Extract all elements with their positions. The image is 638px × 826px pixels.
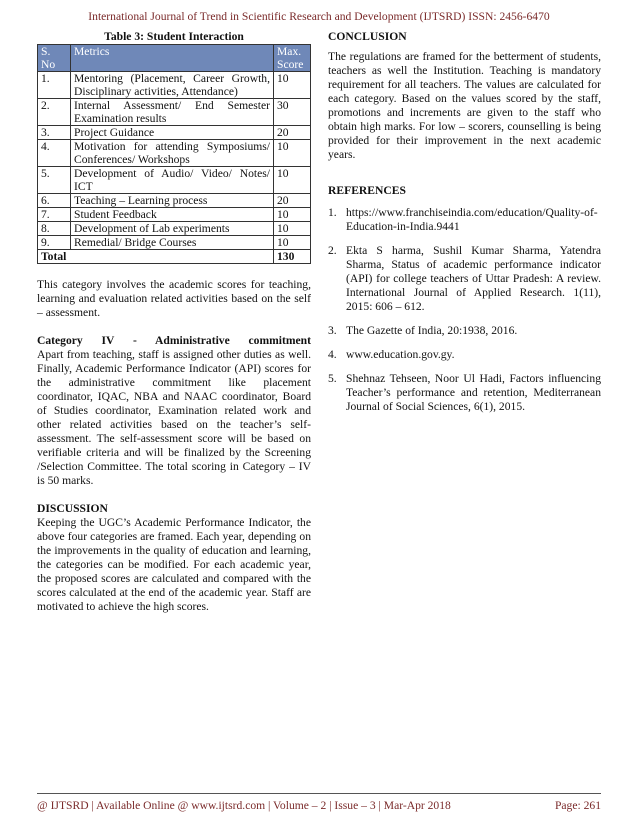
heading-references: REFERENCES bbox=[328, 184, 406, 197]
table-row bbox=[38, 140, 311, 167]
reference-item bbox=[328, 324, 601, 338]
table-row bbox=[38, 126, 311, 140]
page-footer bbox=[37, 799, 601, 812]
row-sno: 3. bbox=[38, 126, 71, 140]
row-sno: 7. bbox=[38, 208, 71, 222]
reference-number: 1. bbox=[328, 206, 337, 219]
left-column bbox=[37, 30, 311, 614]
row-metric: Development of Audio/ Video/ Notes/ ICT bbox=[71, 167, 274, 194]
row-metric: Teaching – Learning process bbox=[71, 194, 274, 208]
row-score: 10 bbox=[274, 72, 311, 99]
reference-number: 4. bbox=[328, 348, 337, 361]
heading-discussion: DISCUSSION bbox=[37, 502, 108, 515]
heading-conclusion: CONCLUSION bbox=[328, 30, 407, 43]
row-sno: 9. bbox=[38, 236, 71, 250]
paragraph-category-iv: Apart from teaching, staff is assigned other duties as well. Finally, Academic Performance Indicator (API) scores for the administrative commitment like placement coordinator, IQAC, NBA and NAAC coordinator, Board of Studies coordinator, Examination related work and other related activities based on the teacher’s self-assessment. The self-assessment score will be based on verifiable criteria and will be finalized by the Screening /Selection Committee. The total scoring in Category – IV is 50 marks. bbox=[37, 348, 311, 487]
row-score: 10 bbox=[274, 140, 311, 167]
spacer bbox=[328, 198, 601, 206]
reference-text: The Gazette of India, 20:1938, 2016. bbox=[346, 324, 518, 337]
page-number: Page: 261 bbox=[554, 799, 601, 812]
total-label: Total bbox=[38, 250, 274, 264]
table-row bbox=[38, 194, 311, 208]
row-score: 20 bbox=[274, 126, 311, 140]
spacer bbox=[37, 264, 311, 278]
row-metric: Project Guidance bbox=[71, 126, 274, 140]
reference-number: 3. bbox=[328, 324, 337, 337]
reference-item bbox=[328, 244, 601, 314]
right-column bbox=[328, 30, 601, 424]
reference-text: Shehnaz Tehseen, Noor Ul Hadi, Factors influencing Teacher’s performance and retention, Mediterranean Journal of Social Sciences, 6(1), 2015. bbox=[346, 372, 601, 413]
paragraph-discussion: Keeping the UGC’s Academic Performance Indicator, the above four categories are framed. Each year, depending on the improvements in the quality of education and learning, the categories can be modified. For each academic year, the proposed scores are calculated and compared with the scores calculated at the end of the academic year. Staff are motivated to achieve the high scores. bbox=[37, 516, 311, 613]
student-interaction-table bbox=[37, 44, 311, 264]
table-total-row bbox=[38, 250, 311, 264]
row-metric: Development of Lab experiments bbox=[71, 222, 274, 236]
spacer bbox=[37, 488, 311, 502]
row-sno: 8. bbox=[38, 222, 71, 236]
row-score: 10 bbox=[274, 167, 311, 194]
table-caption: Table 3: Student Interaction bbox=[104, 30, 244, 43]
spacer bbox=[37, 320, 311, 334]
footer-divider bbox=[37, 793, 601, 794]
paragraph-category-intro: This category involves the academic scores for teaching, learning and evaluation related activities based on the self – assessment. bbox=[37, 278, 311, 319]
reference-link[interactable]: www.education.gov.gy. bbox=[346, 348, 455, 361]
references-list bbox=[328, 206, 601, 414]
total-value: 130 bbox=[274, 250, 311, 264]
table-row bbox=[38, 72, 311, 99]
journal-header: International Journal of Trend in Scientific Research and Development (IJTSRD) ISSN: 2456-6470 bbox=[88, 10, 550, 23]
spacer bbox=[328, 162, 601, 184]
row-metric: Motivation for attending Symposiums/ Conferences/ Workshops bbox=[71, 140, 274, 167]
reference-item bbox=[328, 372, 601, 414]
row-metric: Remedial/ Bridge Courses bbox=[71, 236, 274, 250]
row-score: 30 bbox=[274, 99, 311, 126]
row-sno: 4. bbox=[38, 140, 71, 167]
footer-text: @ IJTSRD | Available Online @ www.ijtsrd.com | Volume – 2 | Issue – 3 | Mar-Apr 2018 bbox=[37, 799, 451, 812]
reference-number: 2. bbox=[328, 244, 337, 257]
row-score: 10 bbox=[274, 236, 311, 250]
header-sno: S. No bbox=[38, 45, 71, 72]
table-row bbox=[38, 208, 311, 222]
row-metric: Student Feedback bbox=[71, 208, 274, 222]
reference-number: 5. bbox=[328, 372, 337, 385]
reference-item bbox=[328, 348, 601, 362]
row-metric: Mentoring (Placement, Career Growth, Disciplinary activities, Attendance) bbox=[71, 72, 274, 99]
row-sno: 5. bbox=[38, 167, 71, 194]
table-header-row bbox=[38, 45, 311, 72]
row-score: 20 bbox=[274, 194, 311, 208]
header-max-score: Max. Score bbox=[274, 45, 311, 72]
row-sno: 1. bbox=[38, 72, 71, 99]
table-row bbox=[38, 236, 311, 250]
table-row bbox=[38, 99, 311, 126]
row-score: 10 bbox=[274, 222, 311, 236]
table-row bbox=[38, 167, 311, 194]
reference-link[interactable]: https://www.franchiseindia.com/education/Quality-of-Education-in-India.9441 bbox=[346, 206, 598, 233]
row-score: 10 bbox=[274, 208, 311, 222]
heading-category-iv: Category IV - Administrative commitment bbox=[37, 334, 311, 347]
reference-item bbox=[328, 206, 601, 234]
row-sno: 2. bbox=[38, 99, 71, 126]
row-metric: Internal Assessment/ End Semester Examination results bbox=[71, 99, 274, 126]
reference-text: Ekta S harma, Sushil Kumar Sharma, Yatendra Sharma, Status of academic performance indicator (API) for college teachers of Uttar Pradesh: A review. International Journal of Applied Research. 1(11), 2015: 606 – 612. bbox=[346, 244, 601, 313]
paragraph-conclusion: The regulations are framed for the betterment of students, teachers as well the Institution. Teaching is mandatory requirement for all teachers. The values are calculated for each category. Based on the values scored by the staff, promotions and increments are given to the staff who obtain high marks. For low – scorers, counselling is being provided for their improvement in the next academic years. bbox=[328, 50, 601, 161]
table-row bbox=[38, 222, 311, 236]
row-sno: 6. bbox=[38, 194, 71, 208]
header-metrics: Metrics bbox=[71, 45, 274, 72]
